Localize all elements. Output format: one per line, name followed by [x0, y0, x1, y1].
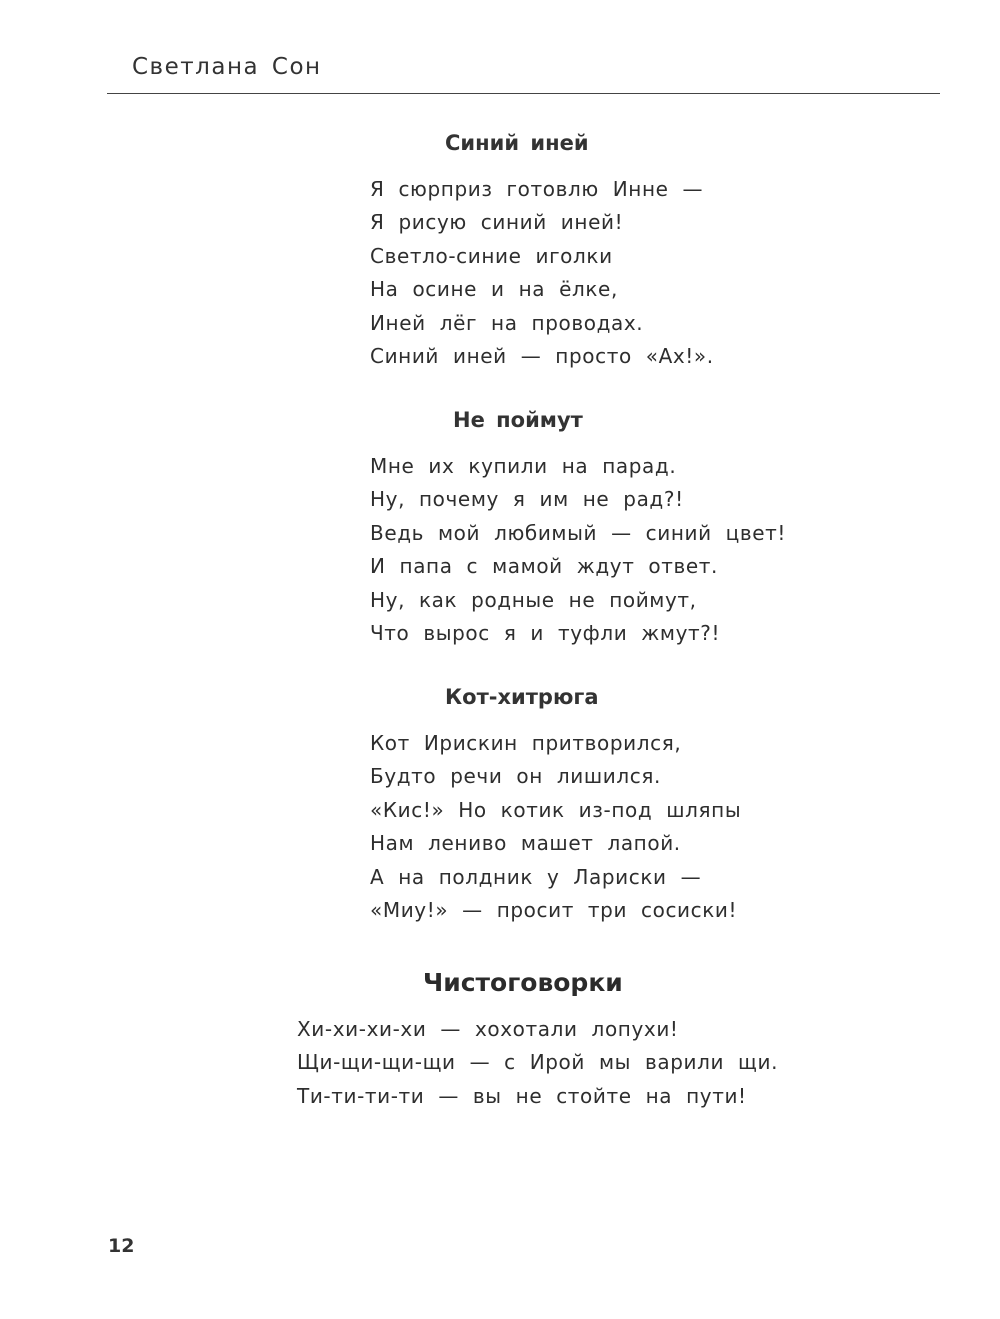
poem-line: «Миу!» — просит три сосиски!	[370, 897, 738, 922]
poem-line: Ведь мой любимый — синий цвет!	[370, 520, 787, 545]
header-rule	[107, 93, 940, 94]
section-title-chistogovorki: Чистоговорки	[423, 968, 623, 997]
poem-line: На осине и на ёлке,	[370, 277, 618, 302]
poem-line: Светло-синие иголки	[370, 243, 613, 268]
poem-line: Мне их купили на парад.	[370, 454, 677, 478]
tongue-twister-line: Ти-ти-ти-ти — вы не стойте на пути!	[297, 1083, 747, 1108]
running-head-author: Светлана Сон	[132, 54, 322, 80]
poem-line: Ну, как родные не поймут,	[370, 587, 697, 612]
poem-line: Что вырос я и туфли жмут?!	[370, 620, 721, 645]
poem-line: Я сюрприз готовлю Инне —	[370, 177, 704, 201]
poem-line: Кот Ирискин притворился,	[370, 731, 682, 755]
poem-line: «Кис!» Но котик из-под шляпы	[370, 797, 742, 822]
poem-title-kot-khitryuga: Кот-хитрюга	[445, 685, 599, 709]
poem-line: Иней лёг на проводах.	[370, 310, 644, 335]
poem-line: Ну, почему я им не рад?!	[370, 487, 684, 512]
page-number: 12	[108, 1235, 135, 1257]
poem-line: Я рисую синий иней!	[370, 210, 624, 235]
poem-stanza-sinii-inei	[370, 173, 714, 373]
poem-stanza-ne-poimut	[370, 450, 786, 650]
poem-line: А на полдник у Лариски —	[370, 864, 702, 889]
poem-line: Синий иней — просто «Ах!».	[370, 343, 714, 368]
tongue-twister-line: Щи-щи-щи-щи — с Ирой мы варили щи.	[297, 1050, 779, 1075]
section-lines-chistogovorki	[297, 1013, 778, 1113]
poem-line: Будто речи он лишился.	[370, 764, 661, 789]
poem-title-ne-poimut: Не поймут	[453, 408, 583, 432]
poem-stanza-kot-khitryuga	[370, 727, 741, 927]
poem-line: Нам лениво машет лапой.	[370, 831, 681, 856]
tongue-twister-line: Хи-хи-хи-хи — хохотали лопухи!	[297, 1017, 679, 1041]
poem-line: И папа с мамой ждут ответ.	[370, 554, 718, 579]
poem-title-sinii-inei: Синий иней	[445, 131, 589, 155]
